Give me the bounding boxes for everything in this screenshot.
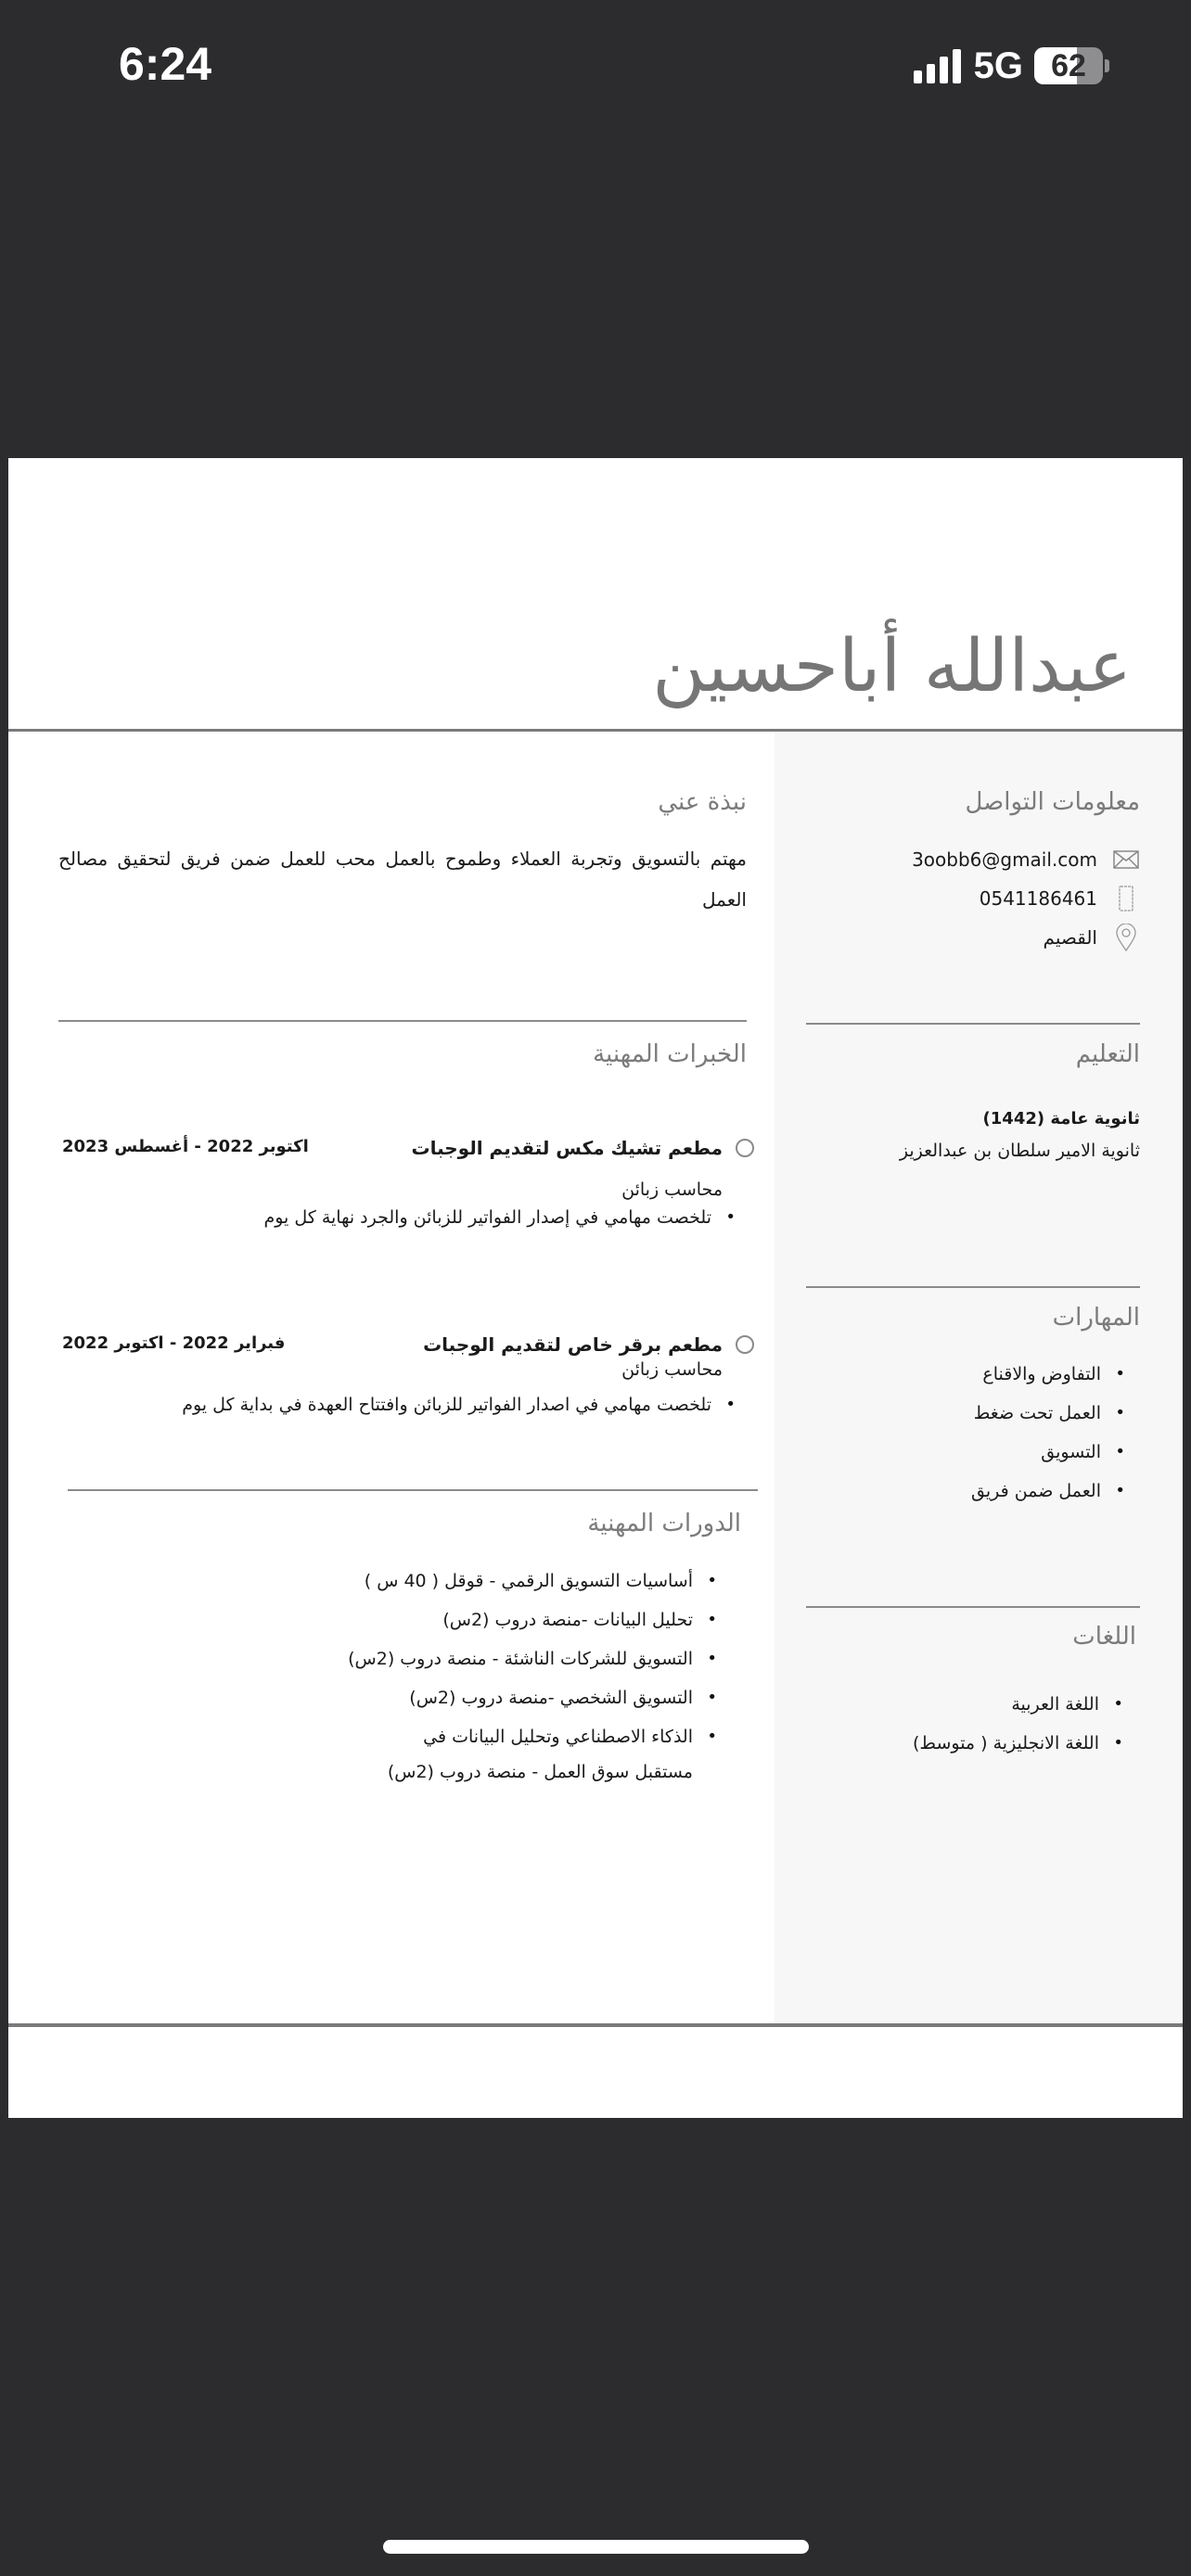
contact-title: معلومات التواصل [965, 788, 1140, 816]
signal-icon [914, 48, 961, 83]
course-item: • أساسيات التسويق الرقمي - قوقل ( 40 س ) [348, 1562, 721, 1600]
timeline-circle-icon [736, 1139, 754, 1157]
courses-divider [68, 1489, 758, 1491]
battery-tip [1105, 59, 1109, 72]
education-degree: ثانوية عامة (1442) [982, 1109, 1140, 1129]
about-title: نبذة عني [658, 788, 747, 816]
resume-page [8, 458, 1183, 2118]
languages-list [913, 1685, 1127, 1763]
experience-title: الخبرات المهنية [593, 1040, 747, 1068]
location-value: القصيم [1043, 926, 1097, 949]
course-item: • الذكاء الاصطناعي وتحليل البيانات في [348, 1717, 721, 1756]
skill-item: • التفاوض والاقناع [971, 1355, 1129, 1394]
skills-list [971, 1355, 1129, 1511]
course-item: • التسويق للشركات الناشئة - منصة دروب (2س) [348, 1639, 721, 1678]
education-school: ثانوية الامير سلطان بن عبدالعزيز [899, 1141, 1140, 1161]
battery-icon [1034, 47, 1103, 84]
experience-bullets [182, 1385, 739, 1424]
contact-location [1044, 924, 1140, 951]
language-item: • اللغة العربية [913, 1685, 1127, 1724]
skill-item: • العمل تحت ضغط [971, 1394, 1129, 1433]
timeline-circle-icon [736, 1335, 754, 1354]
phone-icon [1112, 885, 1140, 912]
experience-role: محاسب زبائن [621, 1180, 723, 1200]
email-value[interactable]: 3oobb6@gmail.com [912, 848, 1097, 871]
experience-item-2-header [423, 1333, 754, 1356]
course-item: • التسويق الشخصي -منصة دروب (2س) [348, 1678, 721, 1717]
footer-divider [8, 2023, 1183, 2027]
experience-item-1-header [411, 1137, 754, 1159]
experience-dates: اكتوبر 2022 - أغسطس 2023 [62, 1137, 309, 1156]
skill-item: • التسويق [971, 1433, 1129, 1472]
battery-level: 62 [1051, 47, 1086, 83]
experience-dates: فبراير 2022 - اكتوبر 2022 [62, 1333, 286, 1353]
contact-phone[interactable] [980, 885, 1140, 912]
experience-divider [58, 1020, 747, 1022]
language-item: • اللغة الانجليزية ( متوسط) [913, 1724, 1127, 1763]
experience-company: مطعم تشيك مكس لتقديم الوجبات [411, 1137, 723, 1159]
course-item-continuation: مستقبل سوق العمل - منصة دروب (2س) [387, 1762, 693, 1782]
resume-name: عبدالله أباحسين [652, 625, 1132, 708]
languages-title: اللغات [1072, 1623, 1136, 1651]
status-time: 6:24 [119, 38, 212, 90]
courses-title: الدورات المهنية [587, 1510, 741, 1537]
skills-divider [806, 1286, 1140, 1288]
experience-bullet: • تلخصت مهامي في إصدار الفواتير للزبائن والجرد نهاية كل يوم [263, 1198, 739, 1237]
skill-item: • العمل ضمن فريق [971, 1472, 1129, 1511]
experience-bullet: • تلخصت مهامي في اصدار الفواتير للزبائن وافتتاح العهدة في بداية كل يوم [182, 1385, 739, 1424]
experience-bullets [263, 1198, 739, 1237]
about-text: مهتم بالتسويق وتجربة العملاء وطموح بالعمل محب للعمل ضمن فريق لتحقيق مصالح العمل [58, 848, 747, 911]
skills-title: المهارات [1052, 1304, 1140, 1332]
location-pin-icon [1112, 924, 1140, 951]
experience-role: محاسب زبائن [621, 1359, 723, 1380]
status-indicators [914, 45, 1109, 87]
course-item: • تحليل البيانات -منصة دروب (2س) [348, 1600, 721, 1639]
home-indicator[interactable] [383, 2540, 809, 2554]
phone-value[interactable]: 0541186461 [979, 887, 1097, 910]
network-label: 5G [973, 45, 1023, 86]
contact-email[interactable] [912, 846, 1140, 874]
education-divider [806, 1023, 1140, 1025]
languages-divider [806, 1606, 1140, 1608]
courses-list [348, 1562, 721, 1756]
experience-company: مطعم برقر خاص لتقديم الوجبات [423, 1333, 723, 1356]
envelope-icon [1112, 846, 1140, 874]
education-title: التعليم [1075, 1040, 1140, 1068]
